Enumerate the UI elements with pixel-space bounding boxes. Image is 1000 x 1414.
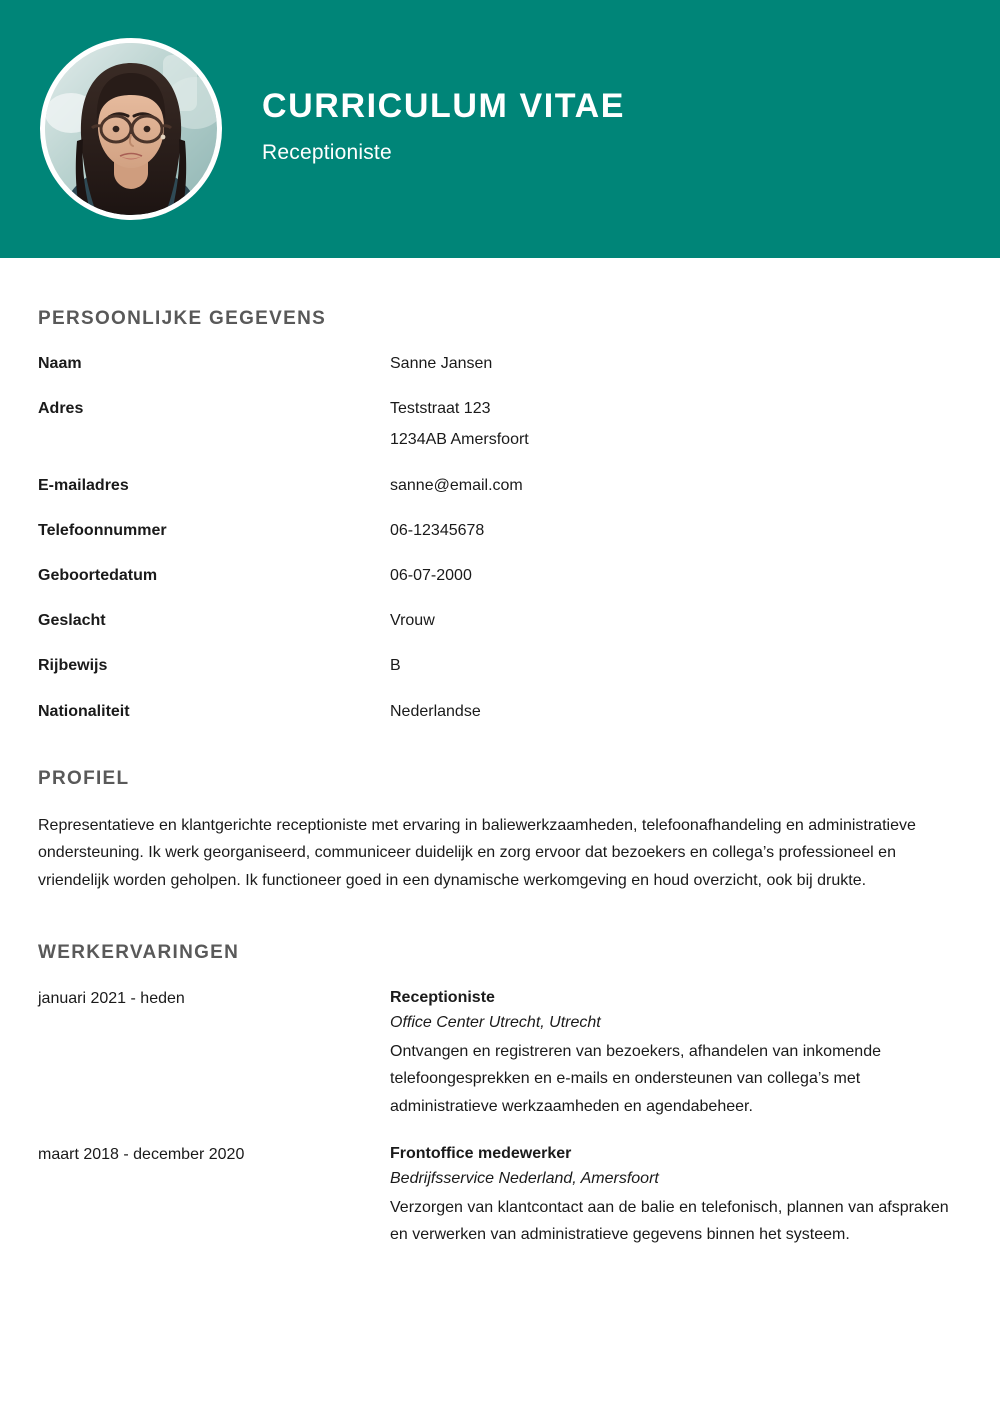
field-value-rijbewijs: B bbox=[390, 657, 401, 675]
field-value-naam: Sanne Jansen bbox=[390, 355, 493, 372]
job-detail-block bbox=[390, 1142, 962, 1249]
personal-field-row bbox=[38, 474, 962, 497]
address-line-street: Teststraat 123 bbox=[390, 400, 491, 418]
field-label-nationaliteit: Nationaliteit bbox=[38, 702, 130, 720]
personal-field-row bbox=[38, 564, 962, 587]
field-label-naam: Naam bbox=[38, 355, 82, 372]
section-heading-profile: PROFIEL bbox=[38, 767, 130, 789]
job-title: Frontoffice medewerker bbox=[390, 1145, 572, 1163]
job-company: Office Center Utrecht, Utrecht bbox=[390, 1014, 601, 1032]
field-value-adres bbox=[390, 397, 962, 451]
profile-photo bbox=[45, 43, 217, 215]
work-experience-entry bbox=[38, 1142, 962, 1249]
field-value-nationaliteit: Nederlandse bbox=[390, 702, 481, 720]
field-label-telefoonnummer: Telefoonnummer bbox=[38, 521, 167, 539]
work-experience-entry bbox=[38, 986, 962, 1120]
profile-paragraph: Representatieve en klantgerichte receptioniste met ervaring in baliewerkzaamheden, telefoonafhandeling en administratieve ondersteuning. Ik werk georganiseerd, communiceer duidelijk en zorg ervoor dat bezoekers en collega’s professioneel en vriendelijk worden geholpen. Ik functioneer goed in een dynamische werkomgeving en houd overzicht, ook bij drukte. bbox=[38, 816, 916, 889]
job-detail-block bbox=[390, 986, 962, 1120]
field-value-geboortedatum: 06-07-2000 bbox=[390, 566, 472, 584]
job-company: Bedrijfsservice Nederland, Amersfoort bbox=[390, 1170, 659, 1188]
job-period: maart 2018 - december 2020 bbox=[38, 1146, 245, 1164]
field-label-geslacht: Geslacht bbox=[38, 612, 106, 630]
cv-body bbox=[0, 308, 1000, 1249]
field-value-geslacht: Vrouw bbox=[390, 612, 435, 630]
job-description: Ontvangen en registreren van bezoekers, afhandelen van inkomende telefoongesprekken en e-mails en ondersteunen van collega’s met administratieve werkzaamheden en agendabeheer. bbox=[390, 1042, 881, 1115]
section-heading-work-experience: WERKERVARINGEN bbox=[38, 942, 240, 964]
avatar bbox=[40, 38, 222, 220]
job-description: Verzorgen van klantcontact aan de balie en telefonisch, plannen van afspraken en verwerken van administratieve gegevens binnen het systeem. bbox=[390, 1198, 949, 1244]
header-text-block bbox=[262, 88, 625, 170]
address-line-city: 1234AB Amersfoort bbox=[390, 431, 529, 449]
page-subtitle: Receptioniste bbox=[262, 141, 392, 165]
field-label-email: E-mailadres bbox=[38, 476, 129, 494]
personal-field-row bbox=[38, 654, 962, 677]
personal-field-row bbox=[38, 519, 962, 542]
personal-field-row bbox=[38, 700, 962, 723]
job-period: januari 2021 - heden bbox=[38, 990, 185, 1008]
field-value-telefoonnummer: 06-12345678 bbox=[390, 521, 485, 539]
personal-field-row bbox=[38, 397, 962, 451]
field-label-rijbewijs: Rijbewijs bbox=[38, 657, 108, 675]
cv-header-banner bbox=[0, 0, 1000, 258]
job-title: Receptioniste bbox=[390, 989, 495, 1007]
field-value-email: sanne@email.com bbox=[390, 476, 523, 494]
field-label-adres: Adres bbox=[38, 400, 84, 418]
section-heading-personal-data: PERSOONLIJKE GEGEVENS bbox=[38, 308, 327, 329]
personal-field-row bbox=[38, 609, 962, 632]
page-title: CURRICULUM VITAE bbox=[262, 86, 626, 125]
field-label-geboortedatum: Geboortedatum bbox=[38, 566, 158, 584]
personal-field-row bbox=[38, 352, 962, 375]
